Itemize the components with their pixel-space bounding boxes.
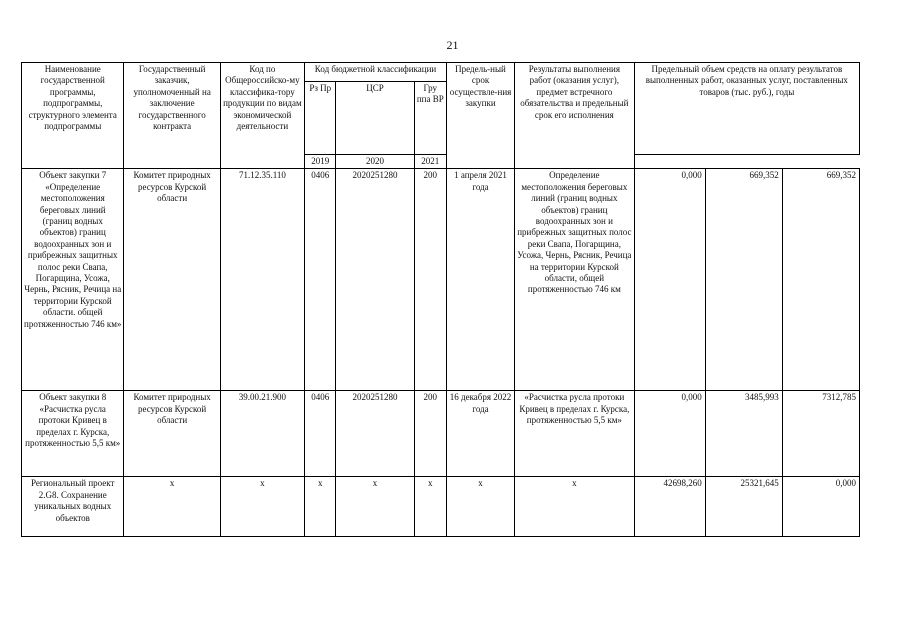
table-row	[22, 477, 860, 537]
header-customer: Государственный заказчик, уполномоченный на заключение государственного контракта	[124, 63, 220, 169]
page-number: 21	[446, 38, 459, 52]
row-rzpr: 0406	[305, 391, 336, 477]
row-okpd: 71.12.35.110	[220, 169, 304, 391]
row-results: Определение местоположения береговых линий (границ водных объектов) границ водоохранных зон и прибрежных защитных полос реки Свапа, Погарщина, Усожа, Чернь, Рясник, Речица на территории Курской области, общей протяженностью 746 км	[515, 169, 635, 391]
table-row	[22, 169, 860, 391]
header-okpd: Код по Общероссийско-му классифика-тору продукции по видам экономической деятельности	[220, 63, 304, 169]
row-results: x	[515, 477, 635, 537]
row-okpd: 39.00.21.900	[220, 391, 304, 477]
row-customer: Комитет природных ресурсов Курской области	[124, 169, 220, 391]
row-value-2020: 25321,645	[705, 477, 782, 537]
row-rzpr: x	[305, 477, 336, 537]
row-value-2020: 3485,993	[705, 391, 782, 477]
header-rzpr: Рз Пр	[305, 82, 336, 155]
header-csr: ЦСР	[336, 82, 414, 155]
row-vr: x	[414, 477, 446, 537]
header-budget-classification: Код бюджетной классификации	[305, 63, 447, 82]
header-volume: Предельный объем средств на оплату результатов выполненных работ, оказанных услуг, поставленных товаров (тыс. руб.), годы	[634, 63, 859, 155]
row-value-2019: 0,000	[634, 391, 705, 477]
row-csr: 2020251280	[336, 391, 414, 477]
header-vr: Гру ппа ВР	[414, 82, 446, 155]
row-name: Объект закупки 7 «Определение местоположения береговых линий (границ водных объектов) границ водоохранных зон и прибрежных защитных полос реки Свапа, Погарщина, Усожа, Чернь, Рясник, Речица на территории Курской области. общей протяженностью 746 км»	[22, 169, 124, 391]
row-name: Объект закупки 8 «Расчистка русла протоки Кривец в пределах г. Курска, протяженностью 5,5 км»	[22, 391, 124, 477]
row-vr: 200	[414, 391, 446, 477]
procurement-table	[21, 62, 860, 537]
row-value-2019: 42698,260	[634, 477, 705, 537]
header-year-2021: 2021	[414, 155, 446, 169]
row-results: «Расчистка русла протоки Кривец в пределах г. Курска, протяженностью 5,5 км»	[515, 391, 635, 477]
row-csr: 2020251280	[336, 169, 414, 391]
row-value-2020: 669,352	[705, 169, 782, 391]
row-rzpr: 0406	[305, 169, 336, 391]
header-results: Результаты выполнения работ (оказания услуг), предмет встречного обязательства и предельный срок его исполнения	[515, 63, 635, 169]
row-value-2021: 669,352	[782, 169, 859, 391]
row-customer: x	[124, 477, 220, 537]
row-customer: Комитет природных ресурсов Курской области	[124, 391, 220, 477]
header-year-2019: 2019	[305, 155, 336, 169]
table-row	[22, 391, 860, 477]
row-deadline: 1 апреля 2021 года	[447, 169, 515, 391]
row-deadline: x	[447, 477, 515, 537]
header-deadline: Предель-ный срок осуществле-ния закупки	[447, 63, 515, 169]
row-name: Региональный проект 2.G8. Сохранение уникальных водных объектов	[22, 477, 124, 537]
row-csr: x	[336, 477, 414, 537]
row-okpd: x	[220, 477, 304, 537]
row-value-2021: 0,000	[782, 477, 859, 537]
row-deadline: 16 декабря 2022 года	[447, 391, 515, 477]
row-vr: 200	[414, 169, 446, 391]
header-name: Наименование государственной программы, подпрограммы, структурного элемента подпрограммы	[22, 63, 124, 169]
header-year-2020: 2020	[336, 155, 414, 169]
row-value-2021: 7312,785	[782, 391, 859, 477]
row-value-2019: 0,000	[634, 169, 705, 391]
